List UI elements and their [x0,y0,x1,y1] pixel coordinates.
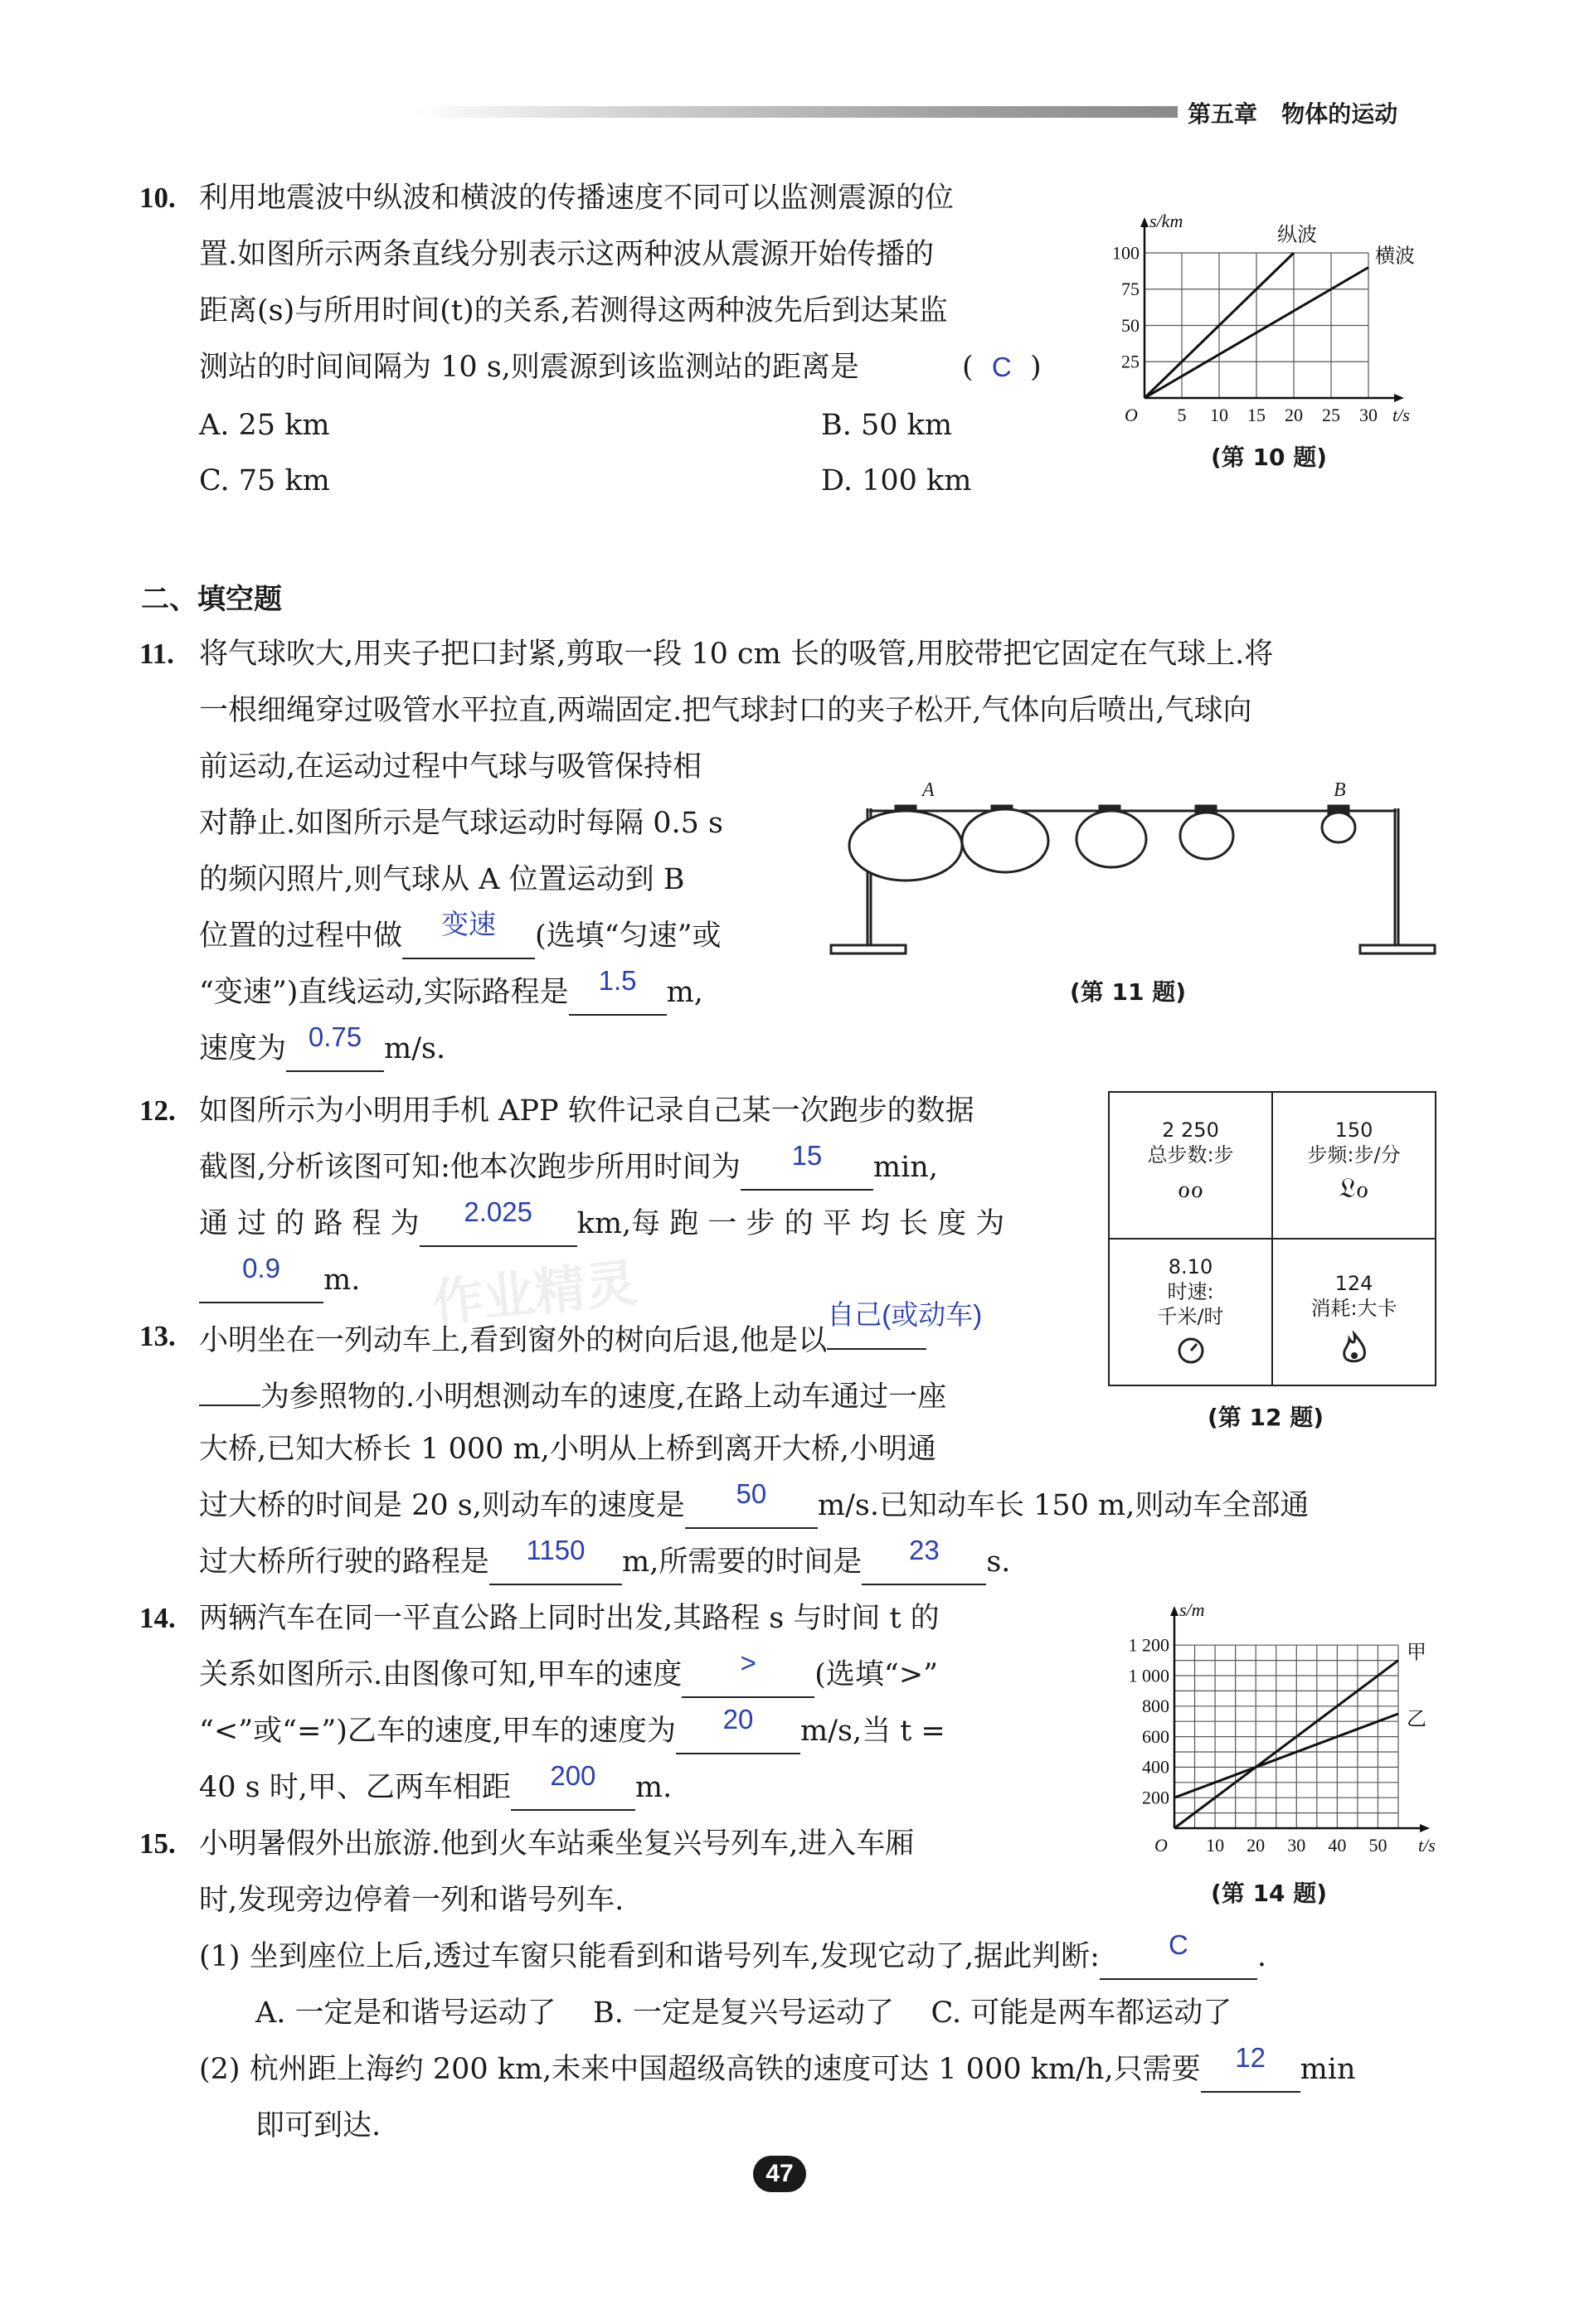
q11-line4: 对静止.如图所示是气球运动时每隔 0.5 s [199,807,724,840]
q11-line2: 一根细绳穿过吸管水平拉直,两端固定.把气球封口的夹子松开,气体向后喷出,气球向 [199,694,1252,727]
chapter-title: 物体的运动 [1281,100,1398,128]
series-label-1: 甲 [1407,1642,1426,1664]
y-tick-label: 1 200 [1128,1634,1169,1656]
steps-icon: 𝔏ℴ [1339,1172,1369,1205]
speed-label: 时速: [1167,1280,1214,1303]
running-app-panel [1108,1091,1436,1386]
q14-number: 14. [139,1602,176,1634]
header-bar [415,106,1178,118]
q10-option-a: A. 25 km [199,409,330,442]
label-b: B [1334,779,1346,801]
q13-line4: 过大桥的时间是 20 s,则动车的速度是 50 m/s.已知动车长 150 m,则动车全部通 [199,1477,1309,1534]
x-tick-label: 20 [1285,405,1303,425]
y-tick-label: 200 [1142,1787,1169,1808]
x-tick-label: 25 [1322,405,1340,425]
series-label-1: 纵波 [1277,225,1317,246]
q10-line3: 距离(s)与所用时间(t)的关系,若测得这两种波先后到达某监 [199,294,948,327]
series-line-2 [1174,1714,1398,1798]
q11-line3: 前运动,在运动过程中气球与吸管保持相 [199,750,702,784]
q15-options: A. 一定是和谐号运动了 B. 一定是复兴号运动了 C. 可能是两车都运动了 [255,1997,1232,2030]
calories-cell [1273,1271,1435,1416]
x-tick-label: 50 [1368,1835,1387,1856]
y-axis-label: s/km [1149,211,1183,231]
q15-line1: 小明暑假外出旅游.他到火车站乘坐复兴号列车,进入车厢 [199,1827,915,1861]
q13-line5: 过大桥所行驶的路程是 1150 m,所需要的时间是 23 s. [199,1534,1010,1590]
page-number: 47 [753,2156,806,2192]
chart-q10 [1095,191,1443,439]
q12-line4: 0.9 m. [199,1252,360,1308]
chart-q14 [1095,1579,1451,1878]
q10-line1: 利用地震波中纵波和横波的传播速度不同可以监测震源的位 [199,182,955,215]
q14-answer-3[interactable]: 200 [550,1760,596,1791]
q14-line1: 两辆汽车在同一平直公路上同时出发,其路程 s 与时间 t 的 [199,1602,940,1635]
total-steps-label: 总步数:步 [1147,1143,1234,1167]
q14-line4: 40 s 时,甲、乙两车相距 200 m. [199,1759,672,1816]
speedometer-icon [1174,1334,1208,1367]
q11-caption: (第 11 题) [1070,978,1187,1006]
x-axis-arrow [1394,394,1404,402]
x-axis-label: t/s [1418,1835,1436,1856]
y-tick-label: 100 [1112,242,1140,264]
q14-line3: “<”或“=”)乙车的速度,甲车的速度为 20 m/s,当 t = [199,1703,945,1759]
q12-line2: 截图,分析该图可知:他本次跑步所用时间为 15 min, [199,1139,938,1196]
calories-value: 124 [1334,1272,1373,1295]
q10-option-d: D. 100 km [821,464,972,497]
q10-line4: 测站的时间间隔为 10 s,则震源到该监测站的距离是 [199,351,859,384]
speed-value: 8.10 [1168,1255,1213,1278]
q12-line1: 如图所示为小明用手机 APP 软件记录自己某一次跑步的数据 [199,1094,974,1128]
q13-line2: 为参照物的.小明想测动车的速度,在路上动车通过一座 [199,1365,946,1425]
q12-line3: 通 过 的 路 程 为 2.025 km,每 跑 一 步 的 平 均 长 度 为 [199,1196,1004,1252]
q15-sub2: (2) 杭州距上海约 200 km,未来中国超级高铁的速度可达 1 000 km/h,只需要 12 min [199,2041,1356,2098]
x-tick-label: 30 [1359,405,1378,425]
q10-answer-paren: ( C ) [962,351,1042,384]
y-tick-label: 600 [1142,1725,1169,1747]
q11-answer-2[interactable]: 1.5 [598,965,637,996]
q10-answer: C [991,352,1012,382]
y-tick-label: 25 [1121,351,1140,372]
chapter-label: 第五章 [1188,100,1258,128]
y-axis-arrow [1140,217,1149,227]
q10-caption: (第 10 题) [1211,444,1328,471]
q12-answer-3[interactable]: 0.9 [242,1253,280,1283]
x-tick-label: 10 [1206,1835,1225,1856]
q13-number: 13. [139,1320,176,1352]
x-tick-label: 20 [1247,1835,1266,1856]
q11-line7: “变速”)直线运动,实际路程是 1.5 m, [199,964,703,1021]
q13-line1: 小明坐在一列动车上,看到窗外的树向后退,他是以 自己(或动车) [199,1308,926,1369]
step-rate-cell [1273,1118,1435,1263]
series-label-2: 乙 [1407,1709,1426,1730]
q15-sub2-end: 即可到达. [255,2109,381,2142]
q13-answer-1[interactable]: 自己(或动车) [827,1299,983,1330]
series-label-2: 横波 [1375,245,1415,268]
q14-line2: 关系如图所示.由图像可知,甲车的速度 > (选填“>” [199,1647,938,1703]
chapter-header [1188,96,1397,129]
x-tick-label: 30 [1287,1835,1306,1856]
q15-answer-2[interactable]: 12 [1235,2042,1266,2073]
q13-line3: 大桥,已知大桥长 1 000 m,小明从上桥到离开大桥,小明通 [199,1433,937,1466]
q11-line8: 速度为 0.75 m/s. [199,1021,445,1077]
q11-line5: 的频闪照片,则气球从 A 位置运动到 B [199,863,685,896]
speed-cell [1110,1254,1271,1400]
y-tick-label: 1 000 [1128,1665,1169,1686]
x-tick-label: 15 [1247,405,1266,425]
q14-caption: (第 14 题) [1211,1880,1328,1907]
q12-number: 12. [139,1094,176,1127]
q10-line2: 置.如图所示两条直线分别表示这两种波从震源开始传播的 [199,238,935,271]
q11-line1: 将气球吹大,用夹子把口封紧,剪取一段 10 cm 长的吸管,用胶带把它固定在气球上.将 [199,638,1274,671]
x-axis-arrow [1420,1824,1430,1832]
y-tick-label: 400 [1142,1756,1169,1778]
balloons [849,806,1355,881]
calories-label: 消耗:大卡 [1310,1297,1397,1320]
flame-icon [1338,1331,1371,1367]
y-tick-label: 75 [1121,279,1140,300]
y-tick-label: 800 [1142,1696,1169,1717]
y-axis-label: s/m [1179,1599,1205,1620]
x-tick-label: 40 [1328,1835,1347,1856]
q10-option-b: B. 50 km [821,409,953,442]
q13-answer-4[interactable]: 23 [908,1535,940,1565]
q15-line2: 时,发现旁边停着一列和谐号列车. [199,1884,624,1917]
total-steps-cell [1110,1118,1271,1263]
footprints-icon: ℴℴ [1177,1172,1204,1205]
q15-sub1: (1) 坐到座位上后,透过车窗只能看到和谐号列车,发现它动了,据此判断: C . [199,1929,1266,1985]
origin-label: O [1125,405,1138,425]
q10-number: 10. [139,182,176,214]
q13-answer-3[interactable]: 1150 [526,1535,586,1565]
x-tick-label: 5 [1177,405,1187,425]
watermark-text: 作业精灵 [429,1252,640,1334]
step-rate-label: 步频:步/分 [1307,1143,1401,1167]
origin-label: O [1154,1835,1168,1856]
x-axis-label: t/s [1392,405,1410,425]
q15-answer-1[interactable]: C [1168,1929,1188,1960]
y-tick-label: 50 [1121,314,1140,336]
q11-answer-1[interactable]: 变速 [441,909,497,939]
q11-answer-3[interactable]: 0.75 [308,1021,362,1052]
series-line-1 [1174,1661,1398,1828]
q10-option-c: C. 75 km [199,464,330,497]
q14-answer-1[interactable]: > [740,1647,756,1678]
q14-answer-2[interactable]: 20 [722,1704,754,1735]
q11-number: 11. [139,638,174,670]
step-rate-value: 150 [1334,1118,1373,1142]
q12-answer-2[interactable]: 2.025 [464,1196,532,1227]
balloon-figure [813,771,1460,962]
q15-number: 15. [139,1827,176,1860]
total-steps-value: 2 250 [1162,1118,1219,1142]
q13-answer-2[interactable]: 50 [736,1478,767,1509]
q11-line6: 位置的过程中做 变速 (选填“匀速”或 [199,908,721,964]
label-a: A [922,779,935,801]
right-stand [1360,808,1435,953]
q12-answer-1[interactable]: 15 [791,1140,823,1171]
y-axis-arrow [1170,1606,1178,1616]
x-tick-label: 10 [1210,405,1228,425]
speed-unit: 千米/时 [1157,1305,1224,1328]
q12-caption: (第 12 题) [1208,1404,1324,1431]
section-title: 二、填空题 [141,583,282,616]
